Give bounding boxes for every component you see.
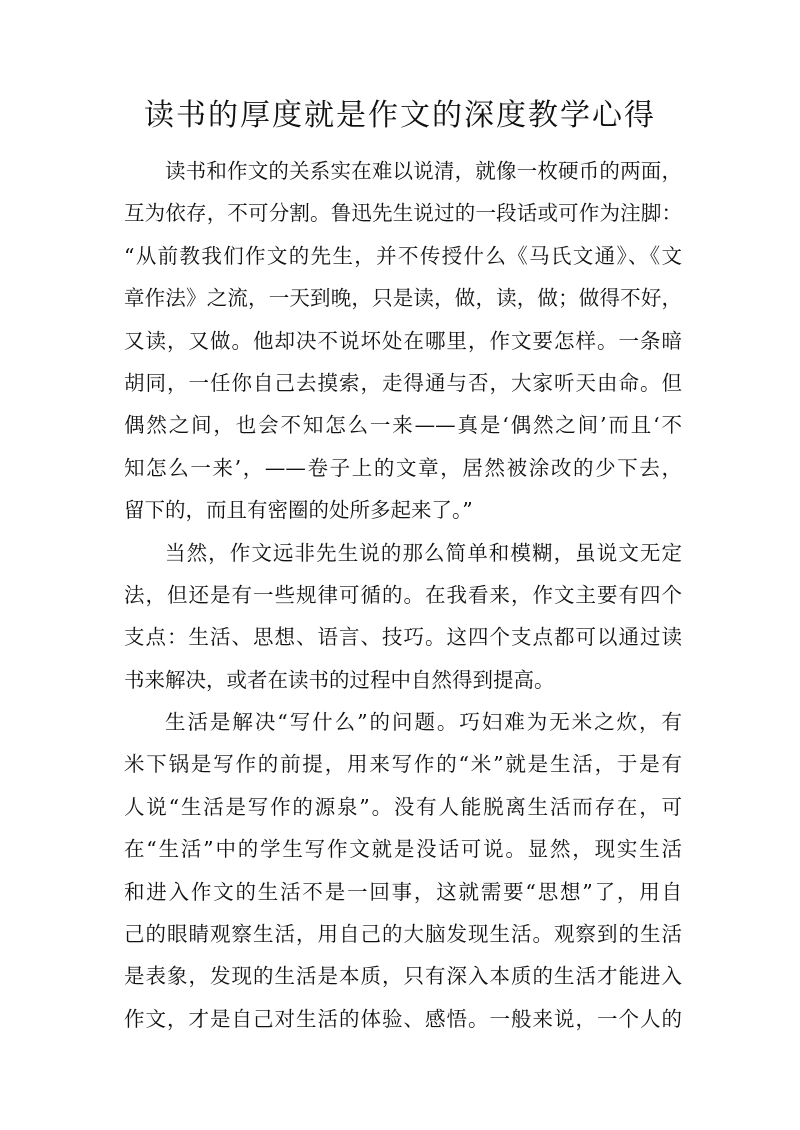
text-line: 是表象，发现的生活是本质，只有深入本质的生活才能进入 bbox=[124, 964, 682, 989]
text-line: 支点：生活、思想、语言、技巧。这四个支点都可以通过读 bbox=[124, 625, 682, 650]
text-line: 人说“生活是写作的源泉”。没有人能脱离生活而存在，可 bbox=[124, 794, 682, 819]
document-title: 读书的厚度就是作文的深度教学心得 bbox=[144, 98, 656, 133]
text-line: 和进入作文的生活不是一回事，这就需要“思想”了，用自 bbox=[124, 879, 682, 904]
text-line: 己的眼睛观察生活，用自己的大脑发现生活。观察到的生活 bbox=[124, 922, 682, 947]
text-line: 胡同，一任你自己去摸索，走得通与否，大家听天由命。但 bbox=[124, 370, 682, 395]
text-line: 留下的，而且有密圈的处所多起来了。” bbox=[124, 498, 473, 523]
text-line: 作文，才是自己对生活的体验、感悟。一般来说，一个人的 bbox=[124, 1006, 682, 1031]
text-line: 偶然之间，也会不知怎么一来——真是‘偶然之间’而且‘不 bbox=[124, 413, 682, 438]
paragraph-3 bbox=[124, 701, 682, 1040]
text-line: 法，但还是有一些规律可循的。在我看来，作文主要有四个 bbox=[124, 582, 682, 607]
text-line: 章作法》之流，一天到晚，只是读，做，读，做；做得不好， bbox=[124, 286, 682, 311]
text-line: 知怎么一来’，——卷子上的文章，居然被涂改的少下去， bbox=[124, 455, 682, 480]
text-line: 读书和作文的关系实在难以说清，就像一枚硬币的两面， bbox=[165, 159, 682, 183]
text-line: 当然，作文远非先生说的那么简单和模糊，虽说文无定 bbox=[165, 540, 682, 565]
text-line: 米下锅是写作的前提，用来写作的“米”就是生活，于是有 bbox=[124, 752, 682, 777]
paragraph-2 bbox=[124, 532, 682, 702]
text-line: 书来解决，或者在读书的过程中自然得到提高。 bbox=[124, 667, 555, 692]
text-line: 又读，又做。他却决不说坏处在哪里，作文要怎样。一条暗 bbox=[124, 328, 682, 353]
text-line: 生活是解决“写什么”的问题。巧妇难为无米之炊，有 bbox=[165, 710, 682, 735]
text-line: “从前教我们作文的先生，并不传授什么《马氏文通》、《文 bbox=[124, 243, 682, 268]
document-body bbox=[124, 150, 682, 1040]
text-line: 互为依存，不可分割。鲁迅先生说过的一段话或可作为注脚： bbox=[124, 201, 682, 226]
text-line: 在“生活”中的学生写作文就是没话可说。显然，现实生活 bbox=[124, 837, 682, 862]
paragraph-1 bbox=[124, 150, 682, 532]
